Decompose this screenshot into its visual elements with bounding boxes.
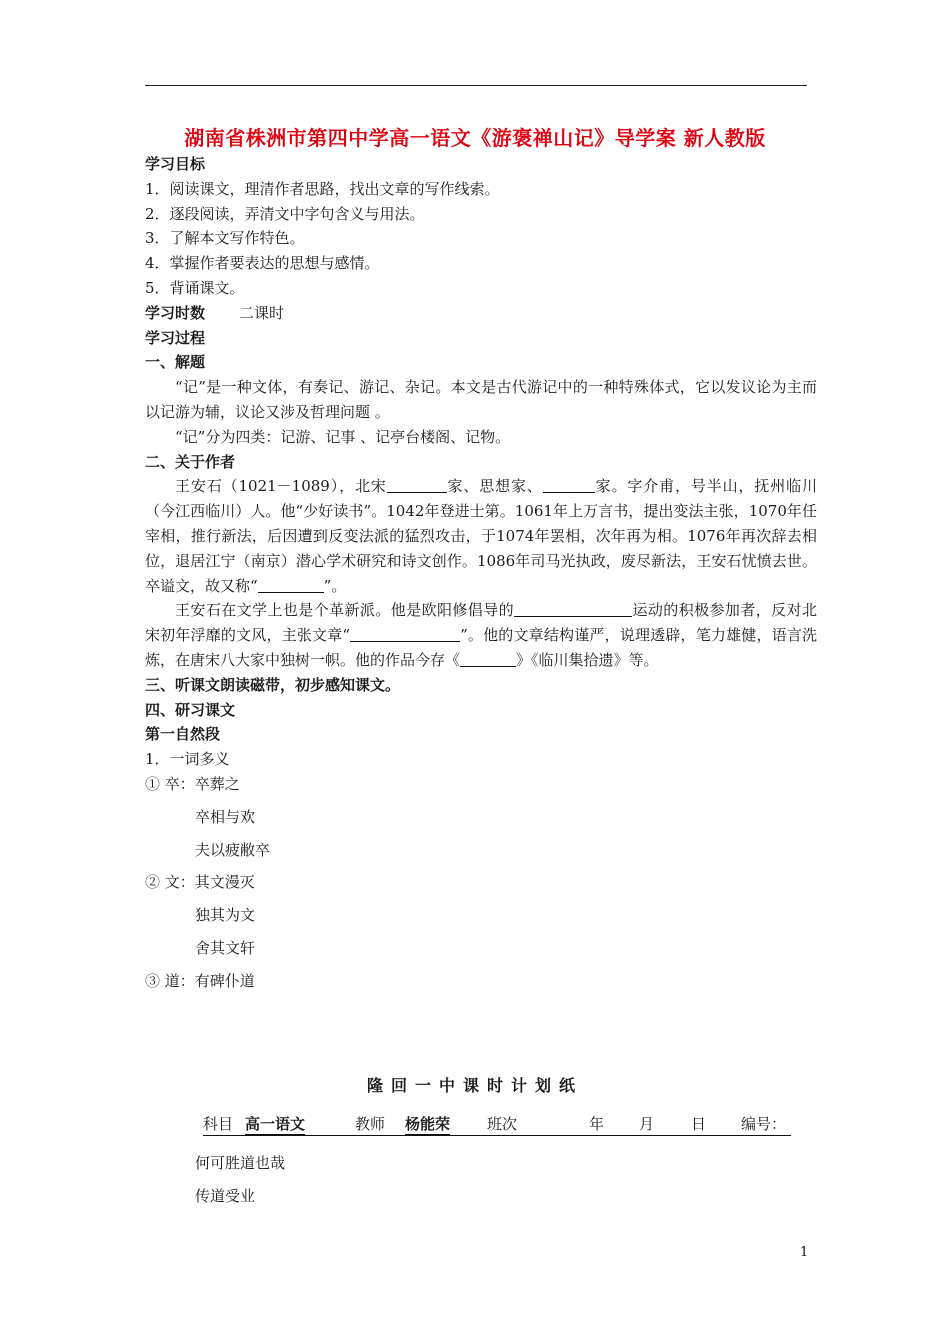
year-label: 年 (589, 1115, 605, 1133)
word-entry: ① 卒：卒葬之 (145, 774, 240, 793)
fill-blank[interactable] (460, 650, 516, 667)
text-run: 王安石（1021－1089），北宋 (175, 477, 387, 496)
number-label: 编号： (741, 1115, 787, 1133)
objective-item: 2．逐段阅读，弄清文中字句含义与用法。 (145, 204, 425, 223)
exercise-item: 1．一词多义 (145, 750, 230, 769)
objective-item: 1．阅读课文，理清作者思路，找出文章的写作线索。 (145, 179, 500, 198)
word-example: 舍其文轩 (195, 938, 256, 957)
spacer (145, 797, 817, 805)
spacer (145, 862, 817, 870)
word-example: 传道受业 (195, 1187, 256, 1205)
text-run: 家。字介甫，号半山，抚州临川（今江西临川）人。他“少好读书”。1042年登进士第。1061年上万言书，提出变法主张，1070年任宰相，推行新法，后因遭到反变法派的猛烈攻击，于1074年罢相，次年再为相。1076年再次辞去相位，退居江宁（南京）潜心学术研究和诗文创作。1086年司马光执政，废尽新法，王安石忧愤去世。卒谥文，故又称“ (145, 477, 817, 595)
page-number: 1 (800, 1245, 809, 1260)
word-entry: ② 文：其文漫灭 (145, 873, 255, 892)
subject-value: 高一语文 (245, 1115, 306, 1133)
objective-item: 4．掌握作者要表达的思想与感情。 (145, 254, 380, 273)
class-label: 班次 (487, 1115, 518, 1133)
day-label: 日 (691, 1115, 707, 1133)
section-4-heading: 四、研习课文 (145, 700, 236, 719)
continued-examples (195, 1147, 285, 1213)
spacer (145, 961, 817, 969)
text-run: ”。他的文章结构谨严，说理透辟，笔力雄健，语言洗炼，在唐宋八大家中独树一帜。他的作品今存《 (145, 626, 818, 669)
month-label: 月 (639, 1115, 655, 1133)
paragraph-heading: 第一自然段 (145, 725, 221, 744)
fill-blank[interactable] (350, 625, 460, 642)
process-heading: 学习过程 (145, 328, 206, 347)
teacher-value: 杨能荣 (405, 1115, 451, 1133)
school-plan-title: 隆回一中课时计划纸 (366, 1076, 583, 1095)
spacer (145, 830, 817, 838)
fill-blank[interactable] (387, 476, 447, 493)
section-1-paragraph: “记”分为四类：记游、记事 、记亭台楼阁、记物。 (175, 427, 511, 446)
hours-label: 学习时数 (145, 303, 206, 322)
hours-value: 二课时 (239, 303, 285, 322)
document-body (145, 152, 817, 994)
author-paragraph-2 (145, 598, 817, 672)
fill-blank[interactable] (514, 600, 632, 617)
fill-blank[interactable] (543, 476, 595, 493)
section-3-heading: 三、听课文朗读磁带，初步感知课文。 (145, 675, 401, 694)
text-run: 王安石在文学上也是个革新派。他是欧阳修倡导的 (175, 601, 515, 620)
plan-meta-row (203, 1113, 791, 1136)
header-rule (145, 85, 807, 86)
objectives-heading: 学习目标 (145, 155, 206, 173)
word-entry: ③ 道：有碑仆道 (145, 971, 255, 990)
text-run: 家、思想家、 (446, 477, 543, 496)
document-title: 湖南省株洲市第四中学高一语文《游褒禅山记》导学案 新人教版 (184, 126, 766, 150)
section-2-heading: 二、关于作者 (145, 452, 236, 471)
word-example: 夫以疲敝卒 (195, 840, 271, 859)
subject-label: 科目 (203, 1115, 234, 1133)
spacer (145, 928, 817, 936)
word-example: 独其为文 (195, 906, 256, 925)
text-run: 》《临川集拾遗》等。 (516, 650, 659, 669)
objective-item: 3．了解本文写作特色。 (145, 229, 305, 248)
study-hours (145, 301, 817, 326)
objective-item: 5．背诵课文。 (145, 278, 245, 297)
text-run: ”。 (323, 576, 347, 595)
word-example: 何可胜道也哉 (195, 1154, 286, 1172)
text-run: 运动的积极参加者，反对北宋初年浮靡的文风，主张文章“ (145, 601, 817, 645)
spacer (145, 895, 817, 903)
teacher-label: 教师 (355, 1115, 386, 1133)
section-1-paragraph: “记”是一种文体，有奏记、游记、杂记。本文是古代游记中的一种特殊体式，它以发议论为主而以记游为辅，议论又涉及哲理问题 。 (145, 378, 817, 421)
fill-blank[interactable] (258, 576, 324, 593)
author-paragraph-1 (145, 474, 817, 598)
word-example: 卒相与欢 (195, 807, 256, 826)
section-1-heading: 一、解题 (145, 353, 206, 372)
